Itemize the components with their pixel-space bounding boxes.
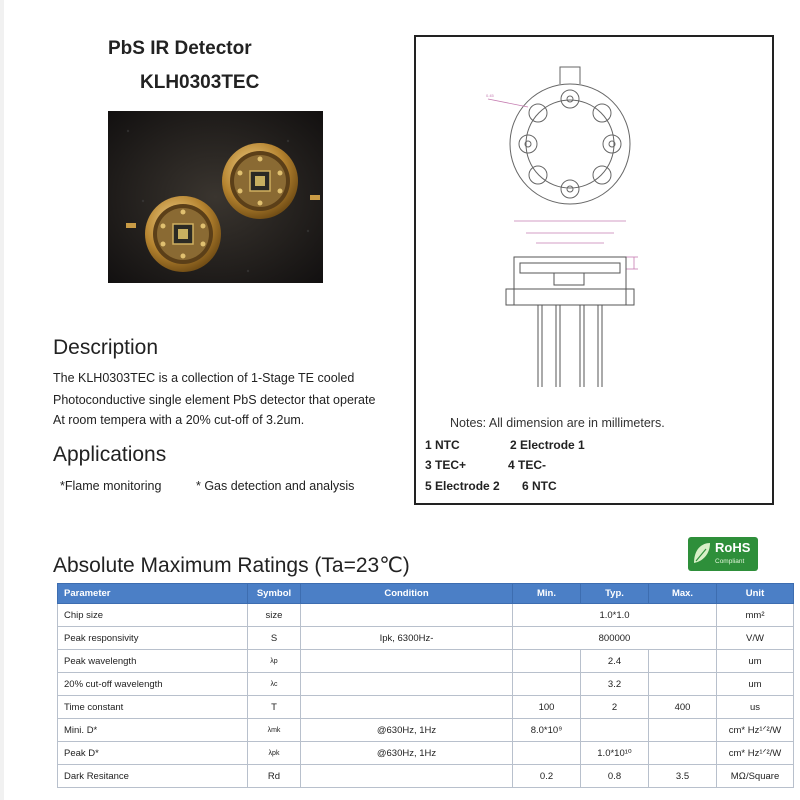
- pin-5: 5 Electrode 2: [425, 479, 500, 493]
- cell-symbol: T: [248, 696, 301, 719]
- cell-unit: cm* Hz¹ᐟ²/W: [717, 742, 794, 765]
- cell-condition: Ipk, 6300Hz-: [301, 627, 513, 650]
- cell-condition: [301, 696, 513, 719]
- cell-max: 400: [649, 696, 717, 719]
- col-parameter: Parameter: [58, 584, 248, 604]
- cell-symbol: λpk: [248, 742, 301, 765]
- cell-max: 3.5: [649, 765, 717, 788]
- cell-min: 0.2: [513, 765, 581, 788]
- cell-max: [649, 742, 717, 765]
- description-line-1: The KLH0303TEC is a collection of 1-Stage TE cooled: [53, 371, 355, 385]
- cell-min: [513, 673, 581, 696]
- cell-typ: 1.0*1.0: [513, 604, 717, 627]
- col-condition: Condition: [301, 584, 513, 604]
- cell-symbol: λc: [248, 673, 301, 696]
- drawing-notes: Notes: All dimension are in millimeters.: [450, 416, 665, 430]
- table-row: [58, 604, 794, 627]
- cell-symbol: λp: [248, 650, 301, 673]
- table-row: [58, 673, 794, 696]
- col-min: Min.: [513, 584, 581, 604]
- pin-3: 3 TEC+: [425, 458, 467, 472]
- cell-unit: um: [717, 673, 794, 696]
- application-item-2: * Gas detection and analysis: [196, 479, 355, 493]
- table-row: [58, 627, 794, 650]
- table-row: [58, 742, 794, 765]
- cell-typ: 2.4: [581, 650, 649, 673]
- table-header-row: [58, 584, 794, 604]
- cell-condition: [301, 604, 513, 627]
- rohs-badge: [688, 537, 758, 571]
- cell-typ: [581, 719, 649, 742]
- cell-typ: 3.2: [581, 673, 649, 696]
- col-symbol: Symbol: [248, 584, 301, 604]
- cell-unit: us: [717, 696, 794, 719]
- ratings-heading: Absolute Maximum Ratings (Ta=23℃): [53, 554, 410, 577]
- cell-condition: @630Hz, 1Hz: [301, 719, 513, 742]
- cell-typ: 2: [581, 696, 649, 719]
- description-line-2: Photoconductive single element PbS detector that operate: [53, 393, 376, 407]
- product-title: PbS IR Detector: [108, 38, 252, 59]
- cell-symbol: λmk: [248, 719, 301, 742]
- pin-1: 1 NTC: [425, 438, 460, 452]
- cell-unit: MΩ/Square: [717, 765, 794, 788]
- table-row: [58, 696, 794, 719]
- cell-param: Peak D*: [58, 742, 248, 765]
- applications-heading: Applications: [53, 443, 167, 466]
- cell-condition: [301, 650, 513, 673]
- pin-4: 4 TEC-: [508, 458, 547, 472]
- cell-condition: @630Hz, 1Hz: [301, 742, 513, 765]
- cell-max: [649, 719, 717, 742]
- mechanical-drawing: [414, 35, 774, 505]
- svg-text:0.45: 0.45: [486, 93, 494, 98]
- table-row: [58, 765, 794, 788]
- cell-unit: mm²: [717, 604, 794, 627]
- pin-6: 6 NTC: [522, 479, 557, 493]
- col-typ: Typ.: [581, 584, 649, 604]
- product-photo: [108, 111, 323, 283]
- rohs-sub-label: Compliant: [715, 558, 745, 565]
- cell-param: Mini. D*: [58, 719, 248, 742]
- cell-symbol: Rd: [248, 765, 301, 788]
- table-row: [58, 650, 794, 673]
- col-max: Max.: [649, 584, 717, 604]
- col-unit: Unit: [717, 584, 794, 604]
- cell-param: Dark Resitance: [58, 765, 248, 788]
- pin-2: 2 Electrode 1: [510, 438, 585, 452]
- product-model: KLH0303TEC: [140, 72, 260, 93]
- cell-min: [513, 742, 581, 765]
- cell-max: [649, 673, 717, 696]
- cell-param: Chip size: [58, 604, 248, 627]
- cell-unit: cm* Hz¹ᐟ²/W: [717, 719, 794, 742]
- rohs-label: RoHS: [715, 540, 751, 555]
- cell-symbol: size: [248, 604, 301, 627]
- ratings-table: [57, 583, 794, 788]
- cell-param: Time constant: [58, 696, 248, 719]
- cell-typ: 0.8: [581, 765, 649, 788]
- cell-typ: 1.0*10¹⁰: [581, 742, 649, 765]
- cell-param: 20% cut-off wavelength: [58, 673, 248, 696]
- cell-condition: [301, 673, 513, 696]
- table-row: [58, 719, 794, 742]
- description-heading: Description: [53, 336, 159, 359]
- cell-min: 100: [513, 696, 581, 719]
- application-item-1: *Flame monitoring: [60, 479, 162, 493]
- description-line-3: At room tempera with a 20% cut-off of 3.2um.: [53, 413, 305, 427]
- cell-max: [649, 650, 717, 673]
- cell-unit: V/W: [717, 627, 794, 650]
- cell-unit: um: [717, 650, 794, 673]
- cell-param: Peak wavelength: [58, 650, 248, 673]
- cell-min: [513, 650, 581, 673]
- cell-typ: 800000: [513, 627, 717, 650]
- cell-condition: [301, 765, 513, 788]
- cell-param: Peak responsivity: [58, 627, 248, 650]
- page-edge: [0, 0, 4, 800]
- cell-min: 8.0*10⁹: [513, 719, 581, 742]
- cell-symbol: S: [248, 627, 301, 650]
- dimension-drawing-svg: [416, 37, 772, 417]
